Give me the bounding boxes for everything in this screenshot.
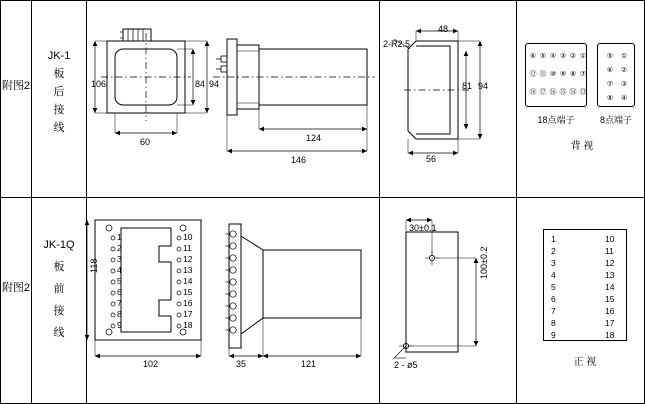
jk1q-right-term-10: 10: [183, 232, 193, 242]
caption-front-view: 正 视: [573, 357, 597, 368]
sheet-label-row1: [1, 1, 31, 197]
term18-r2c2: ⑪: [539, 71, 547, 78]
jk1-dim-81: 81: [462, 81, 473, 91]
jk1-dim-84: 84: [195, 79, 206, 89]
model-name-row1-sub3: 接: [53, 104, 65, 116]
term18-r2c1: ⑫: [529, 71, 537, 78]
jk1-dim-94b: 94: [478, 81, 489, 91]
jk1q-right-term-14: 14: [183, 276, 193, 286]
jk1q-panel-right-15: 15: [605, 294, 615, 304]
terminal-block-8: [597, 43, 635, 107]
jk1q-panel-left-4: 4: [551, 270, 556, 280]
jk1q-panel-right-10: 10: [605, 234, 615, 244]
jk1q-right-term-12: 12: [183, 254, 193, 264]
jk1q-left-term-1: 1: [117, 232, 122, 242]
jk1-dim-56: 56: [426, 154, 437, 164]
term18-r3c6: ⑬: [579, 89, 587, 96]
jk1-dim-94: 94: [209, 79, 220, 89]
model-name-row2-sub4: 线: [53, 327, 65, 339]
term18-r3c3: ⑯: [549, 89, 557, 96]
term18-r3c5: ⑭: [569, 89, 577, 96]
model-name-row1-main: JK-1: [47, 50, 71, 62]
term18-r2c3: ⑩: [549, 71, 557, 78]
model-name-row2-sub: 板: [53, 261, 65, 273]
jk1-dim-106: 106: [91, 79, 107, 89]
jk1q-left-term-6: 6: [117, 287, 122, 297]
sheet-label-row2-text: 附图2: [1, 282, 31, 294]
jk1q-right-term-16: 16: [183, 298, 193, 308]
model-name-row2: [32, 198, 86, 404]
term8-r2c1: ⑥: [606, 67, 614, 74]
jk1q-panel-left-3: 3: [551, 258, 556, 268]
jk1q-left-term-8: 8: [117, 309, 122, 319]
sheet-label-row1-text: 附图2: [1, 80, 31, 92]
term18-r2c4: ⑨: [559, 71, 567, 78]
jk1q-panel-right-11: 11: [605, 246, 614, 256]
term8-r4c1: ⑧: [606, 95, 614, 102]
jk1q-left-term-3: 3: [117, 254, 122, 264]
model-name-row2-main: JK-1Q: [43, 239, 75, 251]
sheet-label-row2: [1, 198, 31, 404]
jk1q-panel-right-17: 17: [605, 318, 615, 328]
grid-vline-4: [516, 1, 517, 404]
term18-r1c1: ⑥: [529, 53, 537, 60]
jk1q-left-term-2: 2: [117, 243, 122, 253]
jk1q-panel-right-12: 12: [605, 258, 615, 268]
jk1q-left-term-4: 4: [117, 265, 122, 275]
jk1q-panel-left-7: 7: [551, 306, 556, 316]
jk1q-dim-102: 102: [143, 359, 159, 369]
term18-r1c4: ③: [559, 53, 567, 60]
caption-18-terminal: 18点端子: [537, 115, 575, 125]
term18-r3c2: ⑰: [539, 89, 547, 96]
jk1q-panel-right-16: 16: [605, 306, 615, 316]
jk1q-right-term-11: 11: [183, 243, 192, 253]
jk1q-panel-right-13: 13: [605, 270, 615, 280]
jk1q-left-term-9: 9: [117, 320, 122, 330]
model-name-row1: [32, 1, 86, 197]
jk1q-right-term-13: 13: [183, 265, 193, 275]
term18-r1c2: ⑤: [539, 53, 547, 60]
model-name-row1-sub: 板: [53, 68, 65, 80]
term18-r3c1: ⑱: [529, 89, 537, 96]
jk1q-right-term-15: 15: [183, 287, 193, 297]
term8-r1c1: ⑤: [606, 53, 614, 60]
jk1q-dim-100: 100±0.2: [479, 246, 489, 279]
jk1q-panel-right-18: 18: [605, 330, 615, 340]
jk1-dim-60: 60: [140, 137, 151, 147]
jk1q-panel-left-6: 6: [551, 294, 556, 304]
model-name-row2-sub2: 前: [53, 283, 65, 295]
jk1q-dim-30: 30±0.1: [409, 223, 437, 233]
jk1q-dim-2d5: 2 - ø5: [394, 360, 418, 370]
term18-r1c3: ④: [549, 53, 557, 60]
model-name-row1-sub2: 后: [53, 86, 65, 98]
jk1q-left-term-7: 7: [117, 298, 122, 308]
model-name-row2-sub3: 接: [53, 305, 65, 317]
term18-r2c6: ⑦: [579, 71, 587, 78]
jk1-dim-48: 48: [438, 24, 449, 34]
jk1-dim-146: 146: [291, 155, 307, 165]
term8-r4c2: ④: [620, 95, 628, 102]
term8-r3c2: ③: [620, 81, 628, 88]
term18-r3c4: ⑮: [559, 89, 567, 96]
jk1q-right-term-18: 18: [183, 320, 193, 330]
caption-rear-view: 背 视: [570, 141, 594, 152]
model-name-row1-sub4: 线: [53, 122, 65, 134]
jk1q-panel-left-1: 1: [551, 234, 556, 244]
term18-r1c5: ②: [569, 53, 577, 60]
grid-hline-1: [1, 197, 644, 198]
jk1q-panel-left-5: 5: [551, 282, 556, 292]
jk1q-panel-left-9: 9: [551, 330, 556, 340]
jk1q-dim-121: 121: [301, 359, 317, 369]
jk1q-panel-left-8: 8: [551, 318, 556, 328]
term18-r1c6: ①: [579, 53, 587, 60]
caption-8-terminal: 8点端子: [599, 115, 632, 125]
jk1-dim-124: 124: [306, 133, 322, 143]
jk1q-dim-118: 118: [89, 258, 99, 273]
term8-r2c2: ②: [620, 67, 628, 74]
jk1q-right-term-17: 17: [183, 309, 193, 319]
jk1-dim-r25: 2-R2.5: [383, 39, 411, 49]
jk1q-front-view: [87, 206, 379, 396]
jk1q-left-term-5: 5: [117, 276, 122, 286]
term8-r1c2: ①: [620, 53, 628, 60]
jk1-front-view: [87, 11, 379, 191]
jk1q-panel-right-14: 14: [605, 282, 615, 292]
jk1q-dim-35: 35: [236, 359, 247, 369]
jk1q-panel-left-2: 2: [551, 246, 556, 256]
term8-r3c1: ⑦: [606, 81, 614, 88]
term18-r2c5: ⑧: [569, 71, 577, 78]
